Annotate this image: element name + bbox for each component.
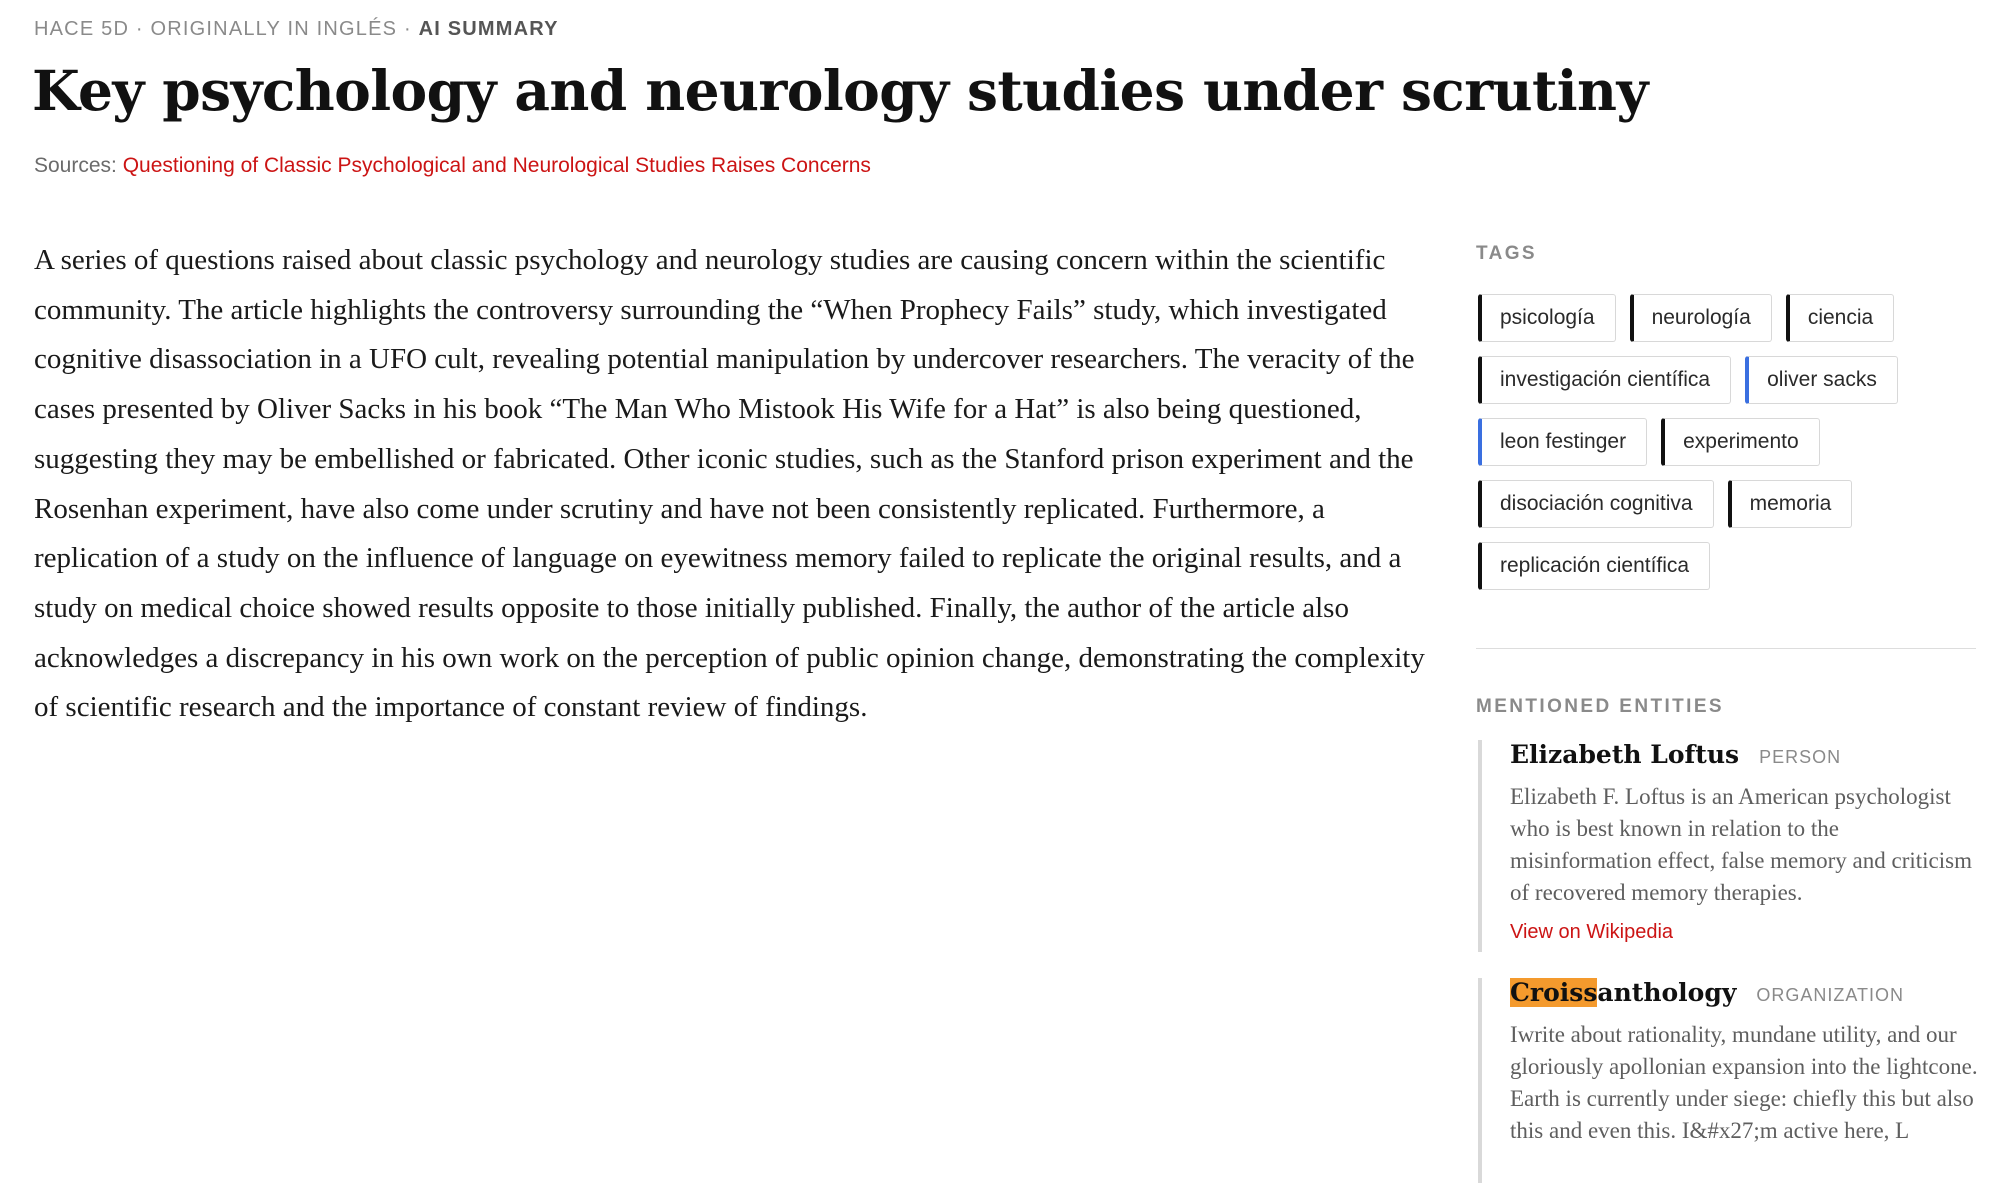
entity-type: PERSON — [1759, 747, 1842, 767]
tag-replicacion-cientifica[interactable]: replicación científica — [1478, 542, 1710, 590]
tag-ciencia[interactable]: ciencia — [1786, 294, 1894, 342]
section-divider — [1476, 648, 1976, 649]
entity-name: Elizabeth Loftus — [1510, 740, 1740, 769]
entity-header — [1510, 740, 1978, 769]
tag-leon-festinger[interactable]: leon festinger — [1478, 418, 1647, 466]
tag-neurologia[interactable]: neurología — [1630, 294, 1772, 342]
article-meta — [34, 18, 559, 41]
meta-separator: · — [135, 18, 144, 40]
tag-list — [1478, 294, 1958, 590]
entity-description: Iwrite about rationality, mundane utility, and our gloriously apollonian expansion into the lightcone. Earth is currently under siege: chiefly this but also this and even this. I&#x27;m active here, L — [1510, 1022, 1978, 1143]
tag-disociacion-cognitiva[interactable]: disociación cognitiva — [1478, 480, 1714, 528]
sources-label: Sources: — [34, 154, 117, 177]
summary-text: A series of questions raised about classic psychology and neurology studies are causing concern within the scientific community. The article highlights the controversy surrounding the “When Prophecy Fails” study, which investigated cognitive disassociation in a UFO cult, revealing potential manipulation by undercover researchers. The veracity of the cases presented by Oliver Sacks in his book “The Man Who Mistook His Wife for a Hat” is also being questioned, suggesting they may be embellished or fabricated. Other iconic studies, such as the Stanford prison experiment and the Rosenhan experiment, have also come under scrutiny and have not been consistently replicated. Furthermore, a replication of a study on the influence of language on eyewitness memory failed to replicate the original results, and a study on medical choice showed results opposite to those initially published. Finally, the author of the article also acknowledges a discrepancy in his own work on the perception of public opinion change, demonstrating the complexity of scientific research and the importance of constant review of findings. — [34, 244, 1425, 724]
meta-time: HACE 5D — [34, 18, 130, 40]
entity-card-elizabeth-loftus — [1478, 740, 1978, 952]
meta-language: ORIGINALLY IN INGLÉS — [150, 18, 398, 40]
wikipedia-link[interactable]: View on Wikipedia — [1510, 921, 1674, 943]
entity-header — [1510, 978, 1978, 1007]
entity-description: Elizabeth F. Loftus is an American psychologist who is best known in relation to the misinformation effect, false memory and criticism of recovered memory therapies. — [1510, 784, 1972, 905]
entity-type: ORGANIZATION — [1756, 985, 1905, 1005]
tag-oliver-sacks[interactable]: oliver sacks — [1745, 356, 1898, 404]
entity-card-croissanthology — [1478, 978, 1978, 1183]
meta-ai-summary: AI SUMMARY — [418, 18, 559, 40]
entities-heading: MENTIONED ENTITIES — [1476, 696, 1724, 717]
page-title: Key psychology and neurology studies under scrutiny — [32, 58, 1648, 123]
entity-name-rest: anthology — [1597, 978, 1737, 1007]
tag-experimento[interactable]: experimento — [1661, 418, 1820, 466]
sources-line — [34, 154, 871, 178]
search-highlight: Croiss — [1510, 978, 1598, 1007]
source-link[interactable]: Questioning of Classic Psychological and Neurological Studies Raises Concerns — [122, 154, 871, 177]
tag-psicologia[interactable]: psicología — [1478, 294, 1616, 342]
meta-separator: · — [403, 18, 412, 40]
entity-name — [1510, 978, 1736, 1007]
tags-heading: TAGS — [1476, 243, 1537, 264]
tag-investigacion-cientifica[interactable]: investigación científica — [1478, 356, 1731, 404]
tag-memoria[interactable]: memoria — [1728, 480, 1853, 528]
